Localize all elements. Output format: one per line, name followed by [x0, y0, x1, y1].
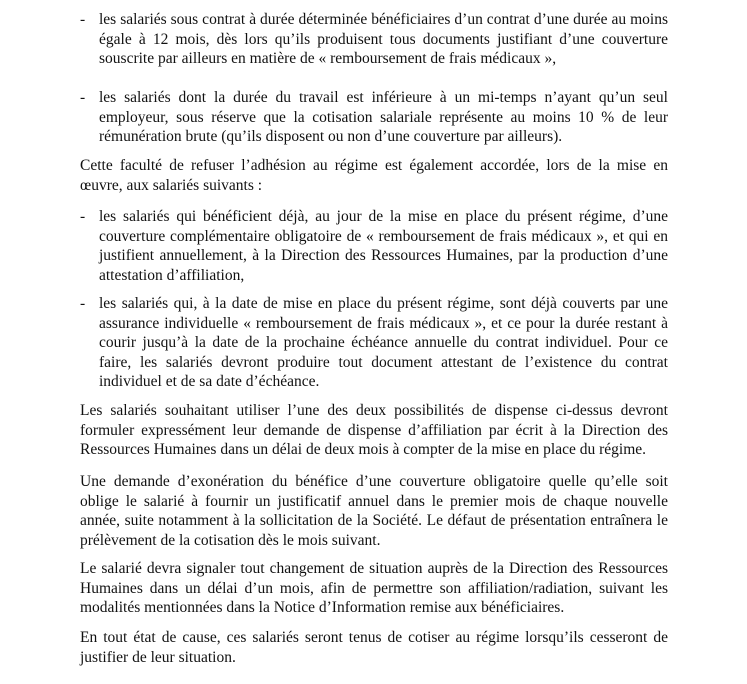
bullet-item-mi-temps: [80, 88, 668, 147]
bullet-item-assurance-individuelle: [80, 294, 668, 392]
bullet-text: les salariés qui, à la date de mise en place du présent régime, sont déjà couverts par une assurance individuelle « remboursement de frais médicaux », et ce pour la durée restant à courir jusqu’à la date de la prochaine échéance annuelle du contrat individuel. Pour ce faire, les salariés devront produire tout document attestant de l’existence du contrat individuel et de sa date d’échéance.: [99, 295, 668, 390]
bullet-marker: -: [80, 11, 86, 28]
paragraph-changement-situation: Le salarié devra signaler tout changement de situation auprès de la Direction des Ressources Humaines dans un délai d’un mois, afin de permettre son affiliation/radiation, suivant les modalités mentionnées dans la Notice d’Information remise aux bénéficiaires.: [80, 560, 668, 616]
paragraph-faculte-refus: Cette faculté de refuser l’adhésion au régime est également accordée, lors de la mise en œuvre, aux salariés suivants :: [80, 157, 668, 194]
bullet-item-cdd: [80, 10, 668, 69]
bullet-item-couverture-obligatoire: [80, 207, 668, 285]
bullet-marker: -: [80, 208, 86, 225]
bullet-text: les salariés sous contrat à durée déterminée bénéficiaires d’un contrat d’une durée au moins égale à 12 mois, dès lors qu’ils produisent tous documents justifiant d’une couverture souscrite par ailleurs en matière de « remboursement de frais médicaux »,: [99, 11, 668, 67]
bullet-marker: -: [80, 295, 86, 312]
bullet-marker: -: [80, 89, 86, 106]
bullet-text: les salariés dont la durée du travail est inférieure à un mi-temps n’ayant qu’un seul employeur, sous réserve que la cotisation salariale représente au moins 10 % de leur rémunération brute (qu’ils disposent ou non d’une couverture par ailleurs).: [99, 89, 668, 145]
bullet-text: les salariés qui bénéficient déjà, au jour de la mise en place du présent régime, d’une couverture complémentaire obligatoire de « remboursement de frais médicaux », et qui en justifient annuellement, à la Direction des Ressources Humaines, par la production d’une attestation d’affiliation,: [99, 208, 668, 284]
paragraph-cotisation: En tout état de cause, ces salariés seront tenus de cotiser au régime lorsqu’ils cesseront de justifier de leur situation.: [80, 629, 668, 666]
paragraph-exoneration: Une demande d’exonération du bénéfice d’une couverture obligatoire quelle qu’elle soit oblige le salarié à fournir un justificatif annuel dans le premier mois de chaque nouvelle année, suite notamment à la sollicitation de la Société. Le défaut de présentation entraînera le prélèvement de la cotisation dès le mois suivant.: [80, 473, 668, 549]
paragraph-demande-dispense: Les salariés souhaitant utiliser l’une des deux possibilités de dispense ci-dessus devront formuler expressément leur demande de dispense d’affiliation par écrit à la Direction des Ressources Humaines dans un délai de deux mois à compter de la mise en place du régime.: [80, 402, 668, 458]
